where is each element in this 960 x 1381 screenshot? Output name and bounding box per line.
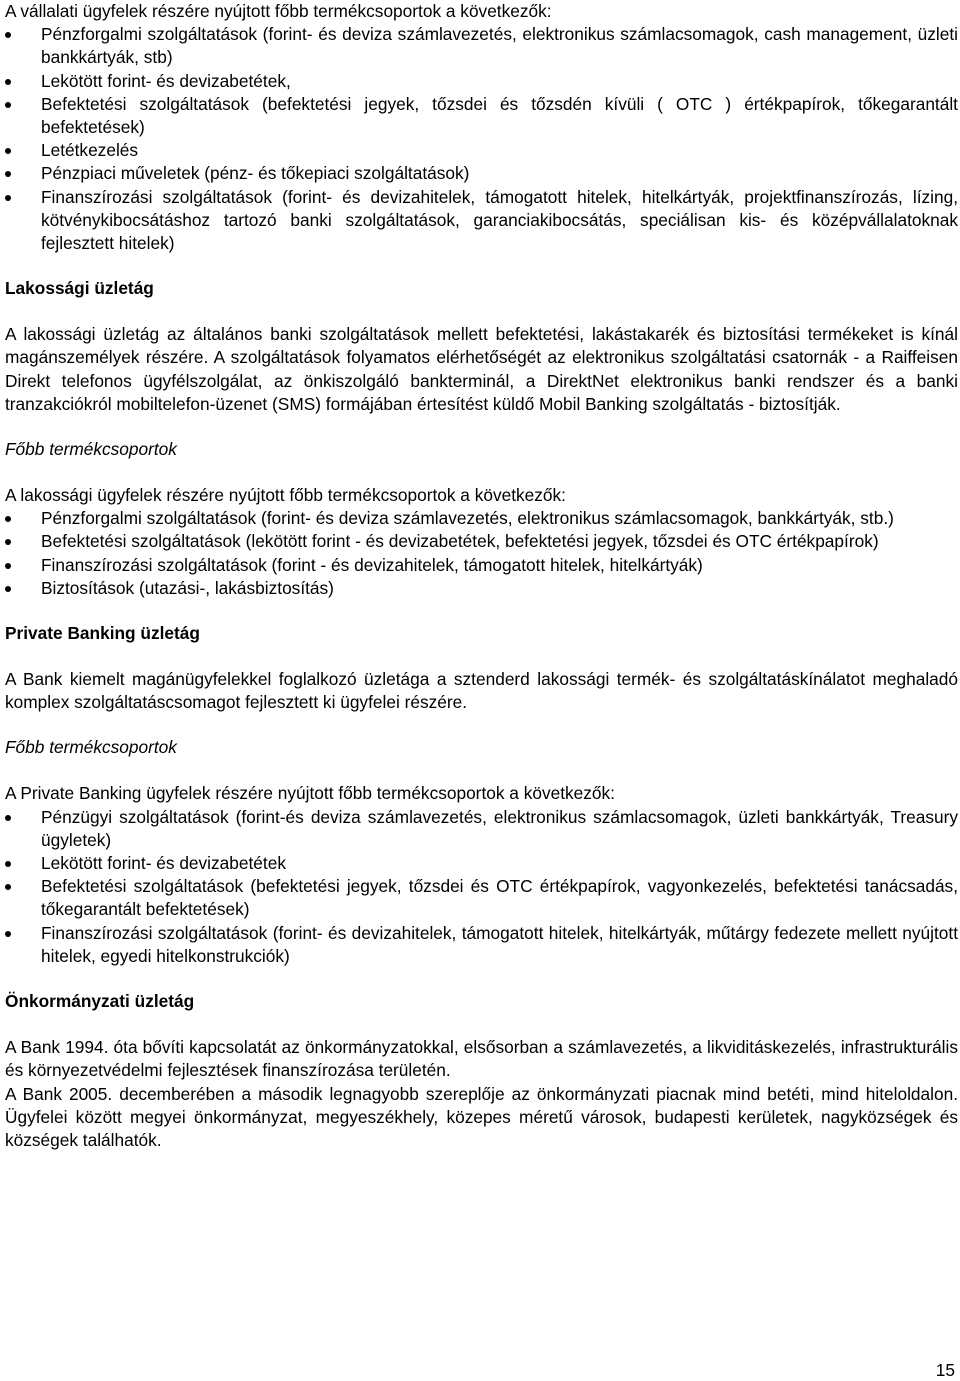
bullet-icon (5, 884, 11, 890)
bullet-icon (5, 586, 11, 592)
list-item: Pénzforgalmi szolgáltatások (forint- és deviza számlavezetés, elektronikus számlacsomagok, bankkártyák, stb.) (5, 507, 958, 530)
bullet-icon (5, 171, 11, 177)
document-page (5, 0, 958, 1152)
list-item: Lekötött forint- és devizabetétek (5, 852, 958, 875)
bullet-icon (5, 516, 11, 522)
list-item: Finanszírozási szolgáltatások (forint- és devizahitelek, támogatott hitelek, hitelkártyák, projektfinanszírozás, lízing, kötvénykibocsátáshoz tartozó banki szolgáltatások, garanciakibocsátás, speciálisan kis- és középvállalatoknak fejlesztett hitelek) (5, 186, 958, 256)
municipal-heading: Önkormányzati üzletág (5, 991, 195, 1012)
bullet-icon (5, 539, 11, 545)
list-item: Befektetési szolgáltatások (befektetési jegyek, tőzsdei és tőzsdén kívüli ( OTC ) értékpapírok, tőkegarantált befektetések) (5, 93, 958, 139)
list-item: Lekötött forint- és devizabetétek, (5, 70, 958, 93)
bullet-icon (5, 148, 11, 154)
bullet-icon (5, 861, 11, 867)
private-heading: Private Banking üzletág (5, 623, 200, 644)
private-list (5, 806, 958, 968)
list-item: Befektetési szolgáltatások (lekötött forint - és devizabetétek, befektetési jegyek, tőzsdei és OTC értékpapírok) (5, 530, 958, 553)
private-intro: A Private Banking ügyfelek részére nyújtott főbb termékcsoportok a következők: (5, 783, 615, 804)
municipal-paragraph-2: A Bank 2005. decemberében a második legnagyobb szereplője az önkormányzati piacnak mind betéti, mind hiteloldalon. Ügyfelei között megyei önkormányzat, megyeszékhely, közepes méretű városok, budapesti kerületek, nagyközségek és községek találhatók. (5, 1083, 958, 1150)
list-item: Biztosítások (utazási-, lakásbiztosítás) (5, 577, 958, 600)
list-item: Befektetési szolgáltatások (befektetési jegyek, tőzsdei és OTC értékpapírok, vagyonkezelés, befektetési tanácsadás, tőkegarantált befektetések) (5, 875, 958, 921)
list-item: Finanszírozási szolgáltatások (forint- és devizahitelek, támogatott hitelek, hitelkártyák, műtárgy fedezete mellett nyújtott hitelek, egyedi hitelkonstrukciók) (5, 922, 958, 968)
list-item: Pénzpiaci műveletek (pénz- és tőkepiaci szolgáltatások) (5, 162, 958, 185)
bullet-icon (5, 102, 11, 108)
retail-intro: A lakossági ügyfelek részére nyújtott főbb termékcsoportok a következők: (5, 485, 566, 506)
bullet-icon (5, 79, 11, 85)
bullet-icon (5, 931, 11, 937)
corporate-intro: A vállalati ügyfelek részére nyújtott főbb termékcsoportok a következők: (5, 1, 552, 21)
retail-paragraph: A lakossági üzletág az általános banki szolgáltatások mellett befektetési, lakástakarék és biztosítási termékeket is kínál magánszemélyek részére. A szolgáltatások folyamatos elérhetőségét az elektronikus szolgáltatási csatornák - a Raiffeisen Direkt telefonos ügyfélszolgálat, az önkiszolgáló bankterminál, a DirektNet elektronikus banki rendszer és a banki tranzakciókról mobiltelefon-üzenet (SMS) formájában értesítést küldő Mobil Banking szolgáltatás - biztosítják. (5, 324, 958, 414)
list-item: Letétkezelés (5, 139, 958, 162)
page-number: 15 (935, 1360, 955, 1380)
list-item: Pénzügyi szolgáltatások (forint-és deviza számlavezetés, elektronikus számlacsomagok, üzleti bankkártyák, Treasury ügyletek) (5, 806, 958, 852)
bullet-icon (5, 32, 11, 38)
retail-heading: Lakossági üzletág (5, 278, 154, 299)
private-paragraph: A Bank kiemelt magánügyfelekkel foglalkozó üzletága a sztenderd lakossági termék- és szolgáltatáskínálatot meghaladó komplex szolgáltatáscsomagot fejlesztett ki ügyfelei részére. (5, 669, 958, 713)
corporate-list (5, 23, 958, 255)
retail-subheading: Főbb termékcsoportok (5, 439, 177, 460)
municipal-paragraph-1: A Bank 1994. óta bővíti kapcsolatát az önkormányzatokkal, elsősorban a számlavezetés, a likviditáskezelés, infrastrukturális és környezetvédelmi fejlesztések finanszírozása területén. (5, 1037, 958, 1081)
bullet-icon (5, 815, 11, 821)
bullet-icon (5, 563, 11, 569)
retail-list (5, 507, 958, 600)
private-subheading: Főbb termékcsoportok (5, 737, 177, 758)
bullet-icon (5, 195, 11, 201)
list-item: Pénzforgalmi szolgáltatások (forint- és deviza számlavezetés, elektronikus számlacsomagok, cash management, üzleti bankkártyák, stb) (5, 23, 958, 69)
list-item: Finanszírozási szolgáltatások (forint - és devizahitelek, támogatott hitelek, hitelkártyák) (5, 554, 958, 577)
